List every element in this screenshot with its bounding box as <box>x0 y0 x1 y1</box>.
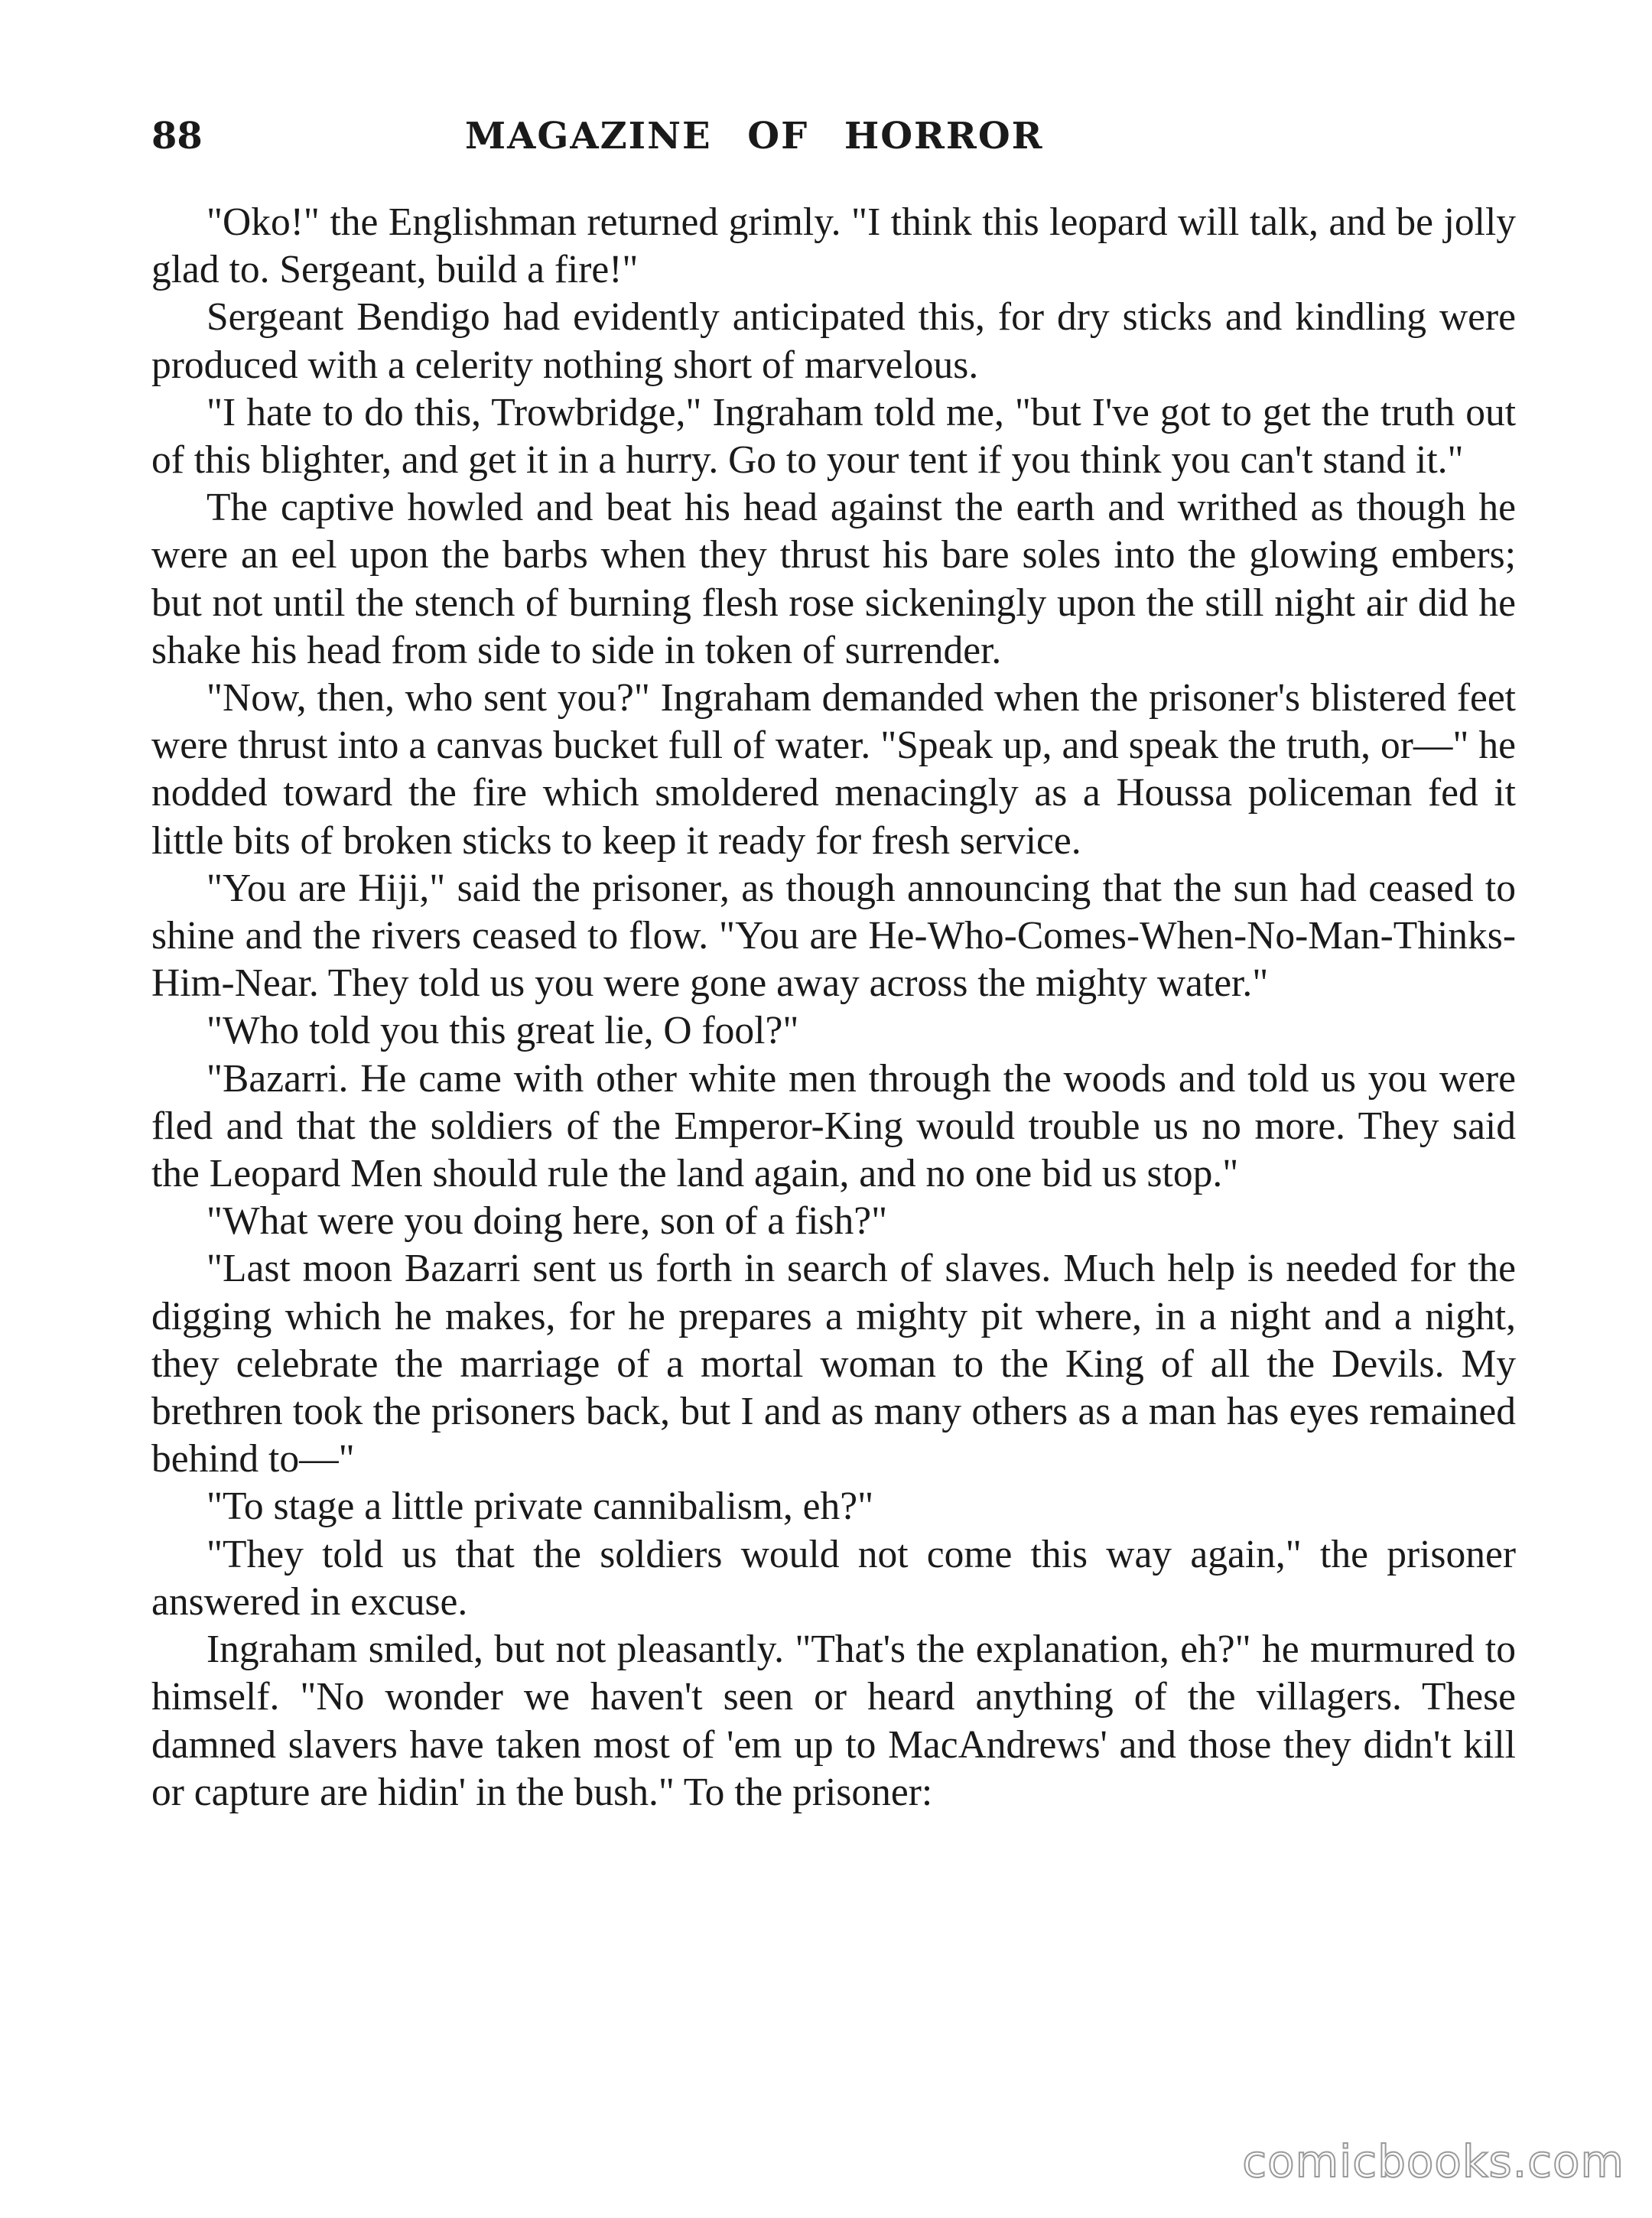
watermark-logo: comicbooks.com <box>1242 2135 1624 2187</box>
paragraph: "Bazarri. He came with other white men through the woods and told us you were fled and that the soldiers of the Emperor-King would trouble us no more. They said the Leopard Men should rule the land again, and no one bid us stop." <box>151 1056 1516 1196</box>
paragraph: "Now, then, who sent you?" Ingraham demanded when the prisoner's blistered feet were thrust into a canvas bucket full of water. "Speak up, and speak the truth, or—" he nodded toward the fire which smoldered menacingly as a Houssa policeman fed it little bits of broken sticks to keep it ready for fresh service. <box>151 676 1516 863</box>
paragraph: "To stage a little private cannibalism, eh?" <box>206 1485 874 1529</box>
paragraph: "Last moon Bazarri sent us forth in search of slaves. Much help is needed for the digging which he makes, for he prepares a mighty pit where, in a night and a night, they celebrate the marriage of a mortal woman to the King of all the Devils. My brethren took the prisoners back, but I and as many others as a man has eyes remained behind to—" <box>151 1247 1516 1481</box>
paragraph: Sergeant Bendigo had evidently anticipated this, for dry sticks and kindling were produced with a celerity nothing short of marvelous. <box>151 295 1516 387</box>
paragraph: Ingraham smiled, but not pleasantly. "That's the explanation, eh?" he murmured to himself. "No wonder we haven't seen or heard anything of the villagers. These damned slavers have taken most of 'em up to MacAndrews' and those they didn't kill or capture are hidin' in the bush." To the prisoner: <box>151 1628 1516 1814</box>
paragraph: "You are Hiji," said the prisoner, as though announcing that the sun had ceased to shine and the rivers ceased to flow. "You are He-Who-Comes-When-No-Man-Thinks-Him-Near. They told us you were gone away across the mighty water." <box>151 866 1516 1006</box>
paragraph: "I hate to do this, Trowbridge," Ingraham told me, "but I've got to get the truth out of this blighter, and get it in a hurry. Go to your tent if you think you can't stand it." <box>151 390 1516 483</box>
page-header <box>151 115 1528 168</box>
paragraph: The captive howled and beat his head against the earth and writhed as though he were an eel upon the barbs when they thrust his bare soles into the glowing embers; but not until the stench of burning flesh rose sickeningly upon the still night air did he shake his head from side to side in token of surrender. <box>151 486 1516 672</box>
paragraph: "They told us that the soldiers would not come this way again," the prisoner answered in excuse. <box>151 1532 1516 1624</box>
story-text <box>151 199 1516 1816</box>
paragraph: "Oko!" the Englishman returned grimly. "I think this leopard will talk, and be jolly glad to. Sergeant, build a fire!" <box>151 200 1516 292</box>
paragraph: "Who told you this great lie, O fool?" <box>206 1009 799 1053</box>
magazine-title: MAGAZINE OF HORROR <box>465 115 1044 158</box>
page-number: 88 <box>151 115 203 158</box>
paragraph: "What were you doing here, son of a fish?" <box>206 1199 888 1244</box>
